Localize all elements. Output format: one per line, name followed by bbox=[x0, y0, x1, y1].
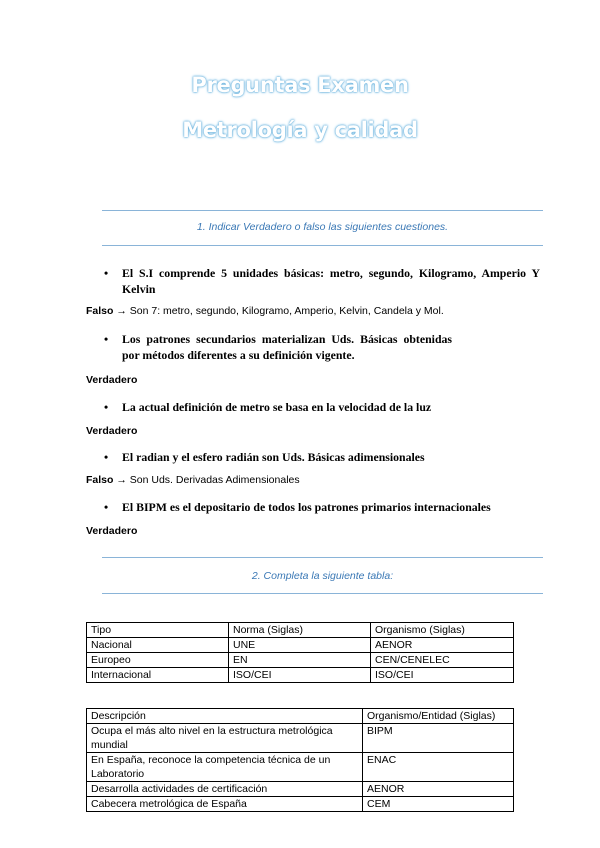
verdict-5: Verdadero bbox=[86, 525, 138, 537]
table-cell: UNE bbox=[229, 638, 371, 653]
table-header-cell: Descripción bbox=[87, 709, 363, 724]
document-title-line2: Metrología y calidad bbox=[182, 118, 418, 142]
note-4: → Son Uds. Derivadas Adimensionales bbox=[113, 474, 300, 486]
statement-4: • El radian y el esfero radián son Uds. Básicas adimensionales bbox=[104, 450, 425, 464]
section2-heading: 2. Completa la siguiente tabla: bbox=[251, 570, 394, 582]
table-header-cell: Organismo/Entidad (Siglas) bbox=[363, 709, 514, 724]
verdict-3: Verdadero bbox=[86, 425, 138, 437]
table-cell: CEN/CENELEC bbox=[371, 653, 514, 668]
bullet-icon: • bbox=[104, 450, 109, 464]
bullet-icon: • bbox=[104, 266, 109, 280]
statement-2: • Los patrones secundarios materializan Uds. Básicas obtenidas por métodos diferentes a su definición vigente. bbox=[104, 332, 452, 362]
note-1: → Son 7: metro, segundo, Kilogramo, Amperio, Kelvin, Candela y Mol. bbox=[113, 305, 444, 317]
table-cell: BIPM bbox=[363, 724, 514, 753]
table-header-row bbox=[87, 709, 514, 724]
table-cell: Ocupa el más alto nivel en la estructura metrológica mundial bbox=[87, 724, 363, 753]
statement-3: • La actual definición de metro se basa en la velocidad de la luz bbox=[104, 400, 432, 414]
table-cell: Desarrolla actividades de certificación bbox=[87, 782, 363, 797]
statement-5: • El BIPM es el depositario de todos los patrones primarios internacionales bbox=[104, 500, 491, 514]
bullet-icon: • bbox=[104, 400, 109, 414]
bullet-icon: • bbox=[104, 332, 109, 346]
table-header-cell: Norma (Siglas) bbox=[229, 623, 371, 638]
answer-3 bbox=[86, 425, 137, 437]
table-header-cell: Organismo (Siglas) bbox=[371, 623, 514, 638]
statement-1: • El S.I comprende 5 unidades básicas: metro, segundo, Kilogramo, Amperio Y Kelvin bbox=[104, 266, 540, 296]
table-cell: ENAC bbox=[363, 753, 514, 782]
answer-5 bbox=[86, 525, 137, 537]
section1-heading: 1. Indicar Verdadero o falso las siguientes cuestiones. bbox=[196, 221, 449, 233]
table-row bbox=[87, 797, 514, 812]
table-cell: En España, reconoce la competencia técnica de un Laboratorio bbox=[87, 753, 363, 782]
section2-bottom-rule bbox=[102, 593, 543, 594]
answer-1 bbox=[86, 305, 444, 317]
organisms-table bbox=[86, 708, 514, 812]
table-row bbox=[87, 753, 514, 782]
table-cell: CEM bbox=[363, 797, 514, 812]
table-cell: AENOR bbox=[371, 638, 514, 653]
section2-top-rule bbox=[102, 557, 543, 558]
table-cell: Nacional bbox=[87, 638, 229, 653]
table-cell: ISO/CEI bbox=[229, 668, 371, 683]
table-row bbox=[87, 724, 514, 753]
table-row bbox=[87, 638, 514, 653]
section1-bottom-rule bbox=[102, 245, 543, 246]
table-header-cell: Tipo bbox=[87, 623, 229, 638]
answer-2 bbox=[86, 374, 137, 386]
table-row bbox=[87, 668, 514, 683]
verdict-4: Falso bbox=[86, 474, 114, 486]
table-cell: EN bbox=[229, 653, 371, 668]
table-cell: Europeo bbox=[87, 653, 229, 668]
bullet-icon: • bbox=[104, 500, 109, 514]
table-row bbox=[87, 782, 514, 797]
table-cell: Cabecera metrológica de España bbox=[87, 797, 363, 812]
section1-top-rule bbox=[102, 210, 543, 211]
standards-table bbox=[86, 622, 514, 683]
table-header-row bbox=[87, 623, 514, 638]
table-cell: AENOR bbox=[363, 782, 514, 797]
document-title-line1: Preguntas Examen bbox=[191, 73, 409, 97]
table-row bbox=[87, 653, 514, 668]
verdict-1: Falso bbox=[86, 305, 114, 317]
answer-4 bbox=[86, 474, 300, 486]
table-cell: ISO/CEI bbox=[371, 668, 514, 683]
table-cell: Internacional bbox=[87, 668, 229, 683]
verdict-2: Verdadero bbox=[86, 374, 138, 386]
